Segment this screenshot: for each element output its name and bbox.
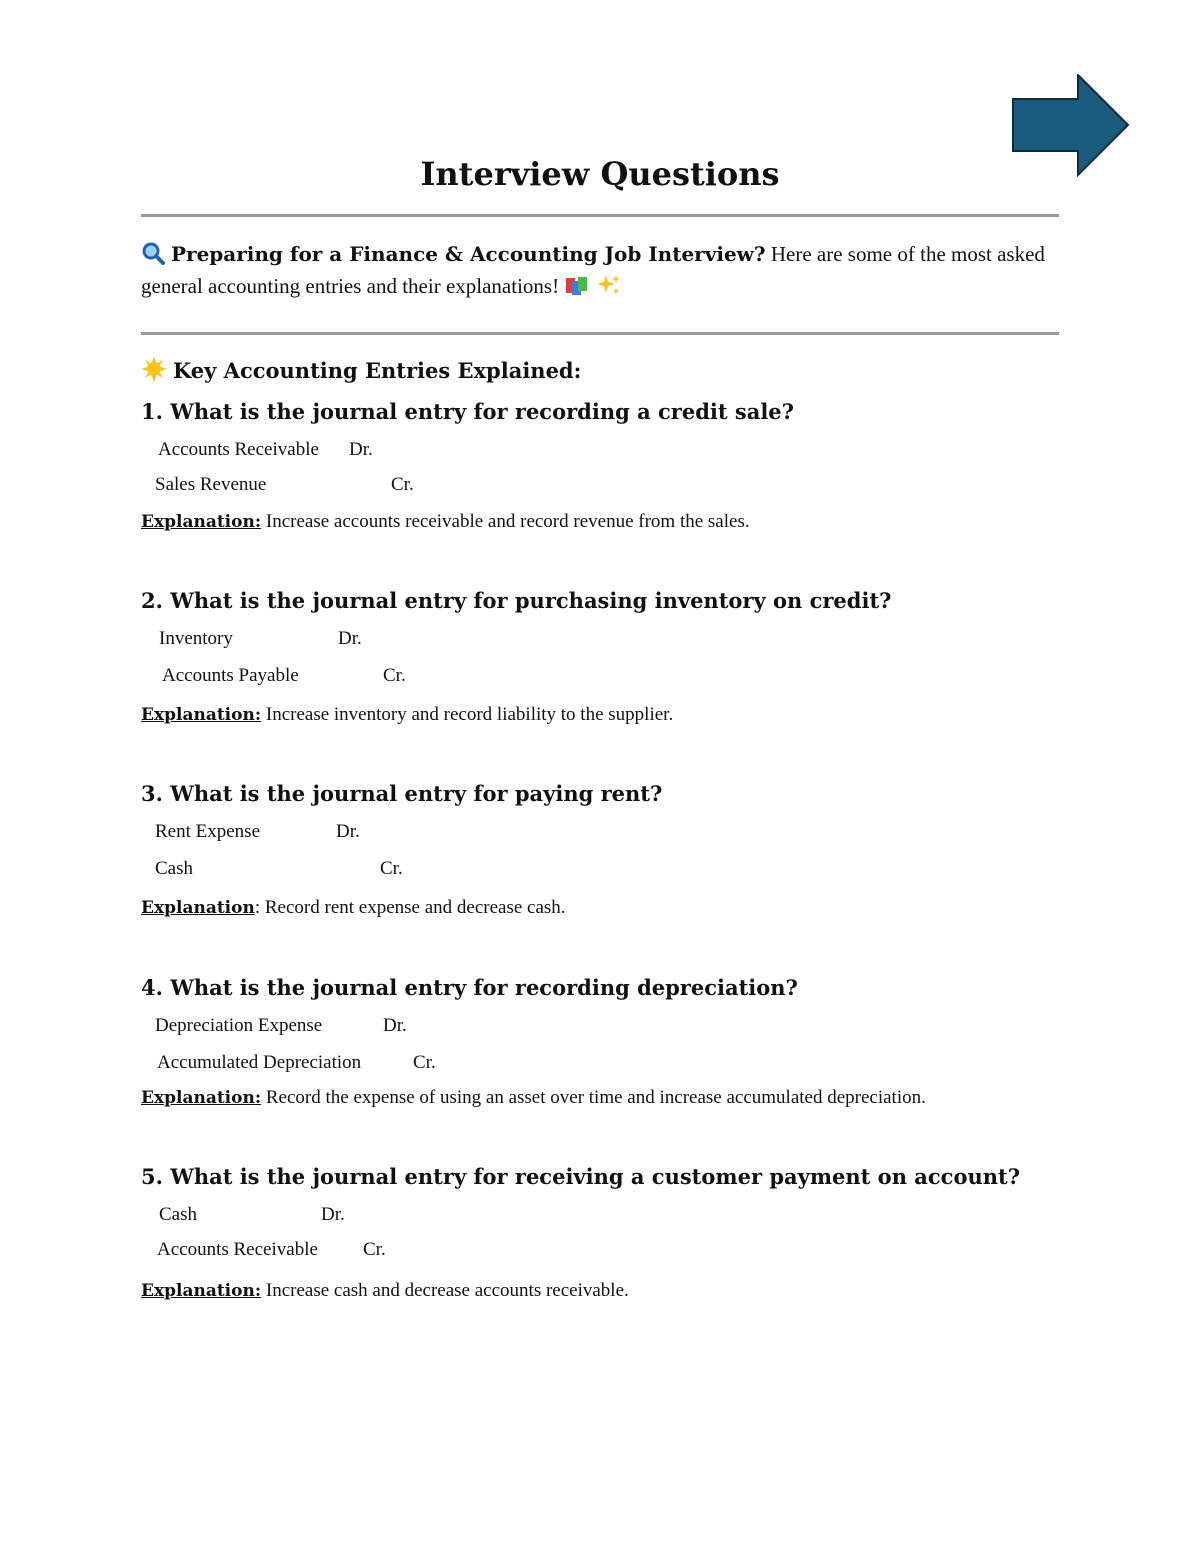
debit-label: Dr. — [349, 439, 373, 460]
debit-account: Depreciation Expense — [155, 1015, 323, 1036]
explanation — [141, 1278, 629, 1304]
intro-paragraph — [141, 238, 1059, 302]
explanation-text: Increase cash and decrease accounts receivable. — [265, 1280, 629, 1301]
debit-account: Inventory — [159, 628, 233, 649]
credit-label: Cr. — [413, 1052, 436, 1073]
explanation-label: Explanation: — [141, 512, 262, 532]
magnifying-glass-icon — [141, 241, 165, 265]
debit-label: Dr. — [383, 1015, 407, 1036]
section-heading — [141, 356, 581, 386]
explanation-label: Explanation: — [141, 1281, 262, 1301]
divider — [141, 214, 1059, 217]
page-title: Interview Questions — [420, 155, 780, 193]
intro-bold: Preparing for a Finance & Accounting Job Interview? — [171, 242, 766, 266]
explanation — [141, 509, 750, 535]
sparkles-icon — [596, 273, 622, 297]
explanation-text: Increase inventory and record liability to the supplier. — [265, 704, 674, 725]
credit-label: Cr. — [380, 858, 403, 879]
explanation-text: : Record rent expense and decrease cash. — [254, 897, 566, 918]
explanation — [141, 1085, 926, 1111]
credit-label: Cr. — [391, 474, 414, 495]
credit-account: Accounts Payable — [162, 665, 299, 686]
section-heading-text: Key Accounting Entries Explained: — [173, 358, 582, 383]
explanation — [141, 702, 673, 728]
explanation-text: Increase accounts receivable and record revenue from the sales. — [265, 511, 750, 532]
debit-account: Rent Expense — [155, 821, 261, 842]
question-4: 4. What is the journal entry for recording depreciation? — [141, 975, 798, 1000]
intro-text: Here are some of the most asked general accounting entries and their explanations! — [141, 242, 1045, 298]
credit-account: Accounts Receivable — [157, 1239, 318, 1260]
debit-label: Dr. — [338, 628, 362, 649]
explanation-label: Explanation — [141, 898, 255, 918]
credit-label: Cr. — [383, 665, 406, 686]
explanation-label: Explanation: — [141, 1088, 262, 1108]
debit-account: Accounts Receivable — [158, 439, 319, 460]
credit-account: Sales Revenue — [155, 474, 267, 495]
debit-label: Dr. — [321, 1204, 345, 1225]
explanation — [141, 895, 566, 921]
question-5: 5. What is the journal entry for receiving a customer payment on account? — [141, 1164, 1020, 1189]
divider — [141, 332, 1059, 335]
debit-label: Dr. — [336, 821, 360, 842]
sun-icon — [141, 356, 167, 382]
books-icon — [564, 275, 590, 297]
question-1: 1. What is the journal entry for recording a credit sale? — [141, 399, 794, 424]
question-3: 3. What is the journal entry for paying rent? — [141, 781, 663, 806]
credit-label: Cr. — [363, 1239, 386, 1260]
credit-account: Accumulated Depreciation — [157, 1052, 362, 1073]
credit-account: Cash — [155, 858, 193, 879]
question-2: 2. What is the journal entry for purchasing inventory on credit? — [141, 588, 892, 613]
explanation-text: Record the expense of using an asset over time and increase accumulated depreciation. — [265, 1087, 926, 1108]
debit-account: Cash — [159, 1204, 197, 1225]
explanation-label: Explanation: — [141, 705, 262, 725]
